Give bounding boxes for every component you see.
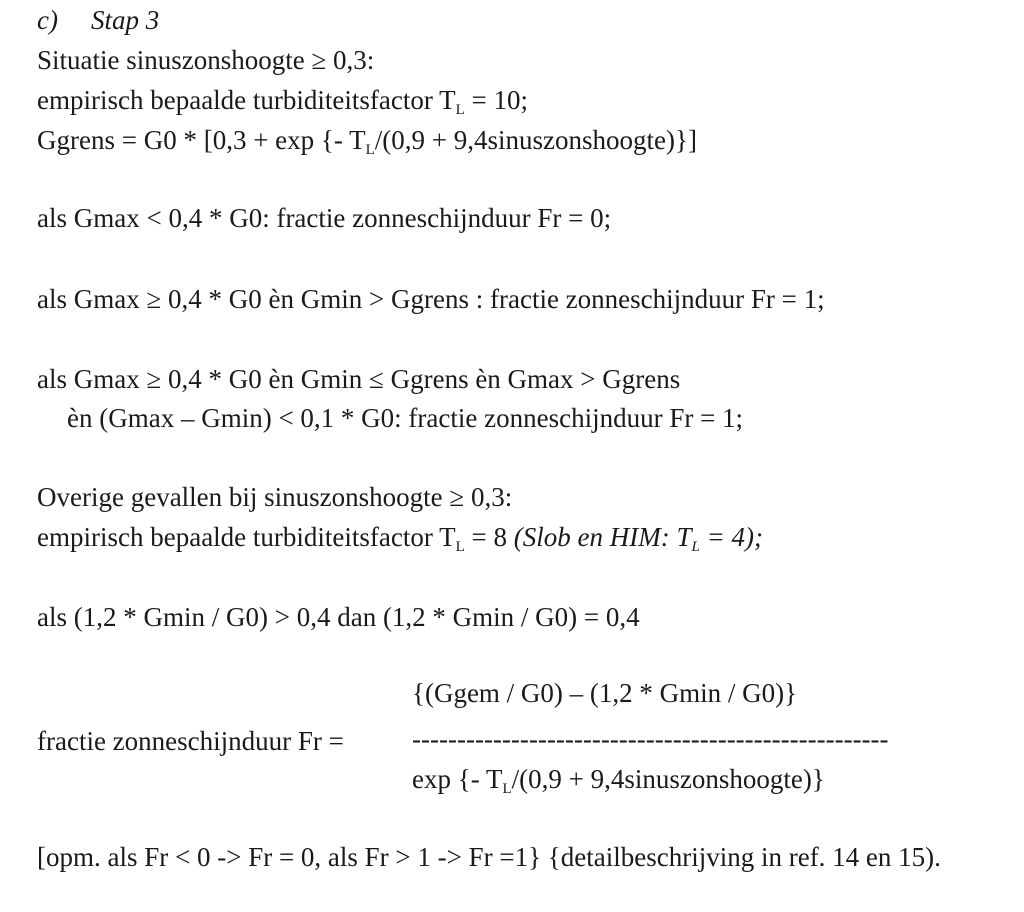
ggrens-subscript: L xyxy=(365,142,375,158)
clamp-rule: als (1,2 * Gmin / G0) > 0,4 dan (1,2 * Gmin / G0) = 0,4 xyxy=(37,602,640,632)
turbidity-line-1 xyxy=(37,84,528,116)
denominator-part-1: exp {- T xyxy=(412,764,503,794)
turbidity-value-2: = 8 xyxy=(464,522,514,552)
turbidity-value: = 10; xyxy=(464,85,529,115)
fraction-bar: ----------------------------------------------------- xyxy=(412,724,889,754)
heading-title: Stap 3 xyxy=(91,5,160,35)
other-cases-line: Overige gevallen bij sinuszonshoogte ≥ 0,3: xyxy=(37,482,513,512)
turbidity-text: empirisch bepaalde turbiditeitsfactor T xyxy=(37,85,456,115)
turbidity-subscript-2: L xyxy=(455,539,465,555)
situation-line: Situatie sinuszonshoogte ≥ 0,3: xyxy=(37,45,375,75)
turbidity-subscript: L xyxy=(455,102,465,118)
heading-number: c) xyxy=(37,5,58,35)
ggrens-part-1: Ggrens = G0 * [0,3 + exp {- T xyxy=(37,125,366,155)
fraction-denominator xyxy=(412,763,825,795)
slob-him-note xyxy=(513,522,764,555)
ggrens-formula xyxy=(37,124,697,156)
turbidity-text-2: empirisch bepaalde turbiditeitsfactor T xyxy=(37,522,456,552)
rule-gmax-low: als Gmax < 0,4 * G0: fractie zonneschijnduur Fr = 0; xyxy=(37,203,612,233)
rule-gmax-above-line-2: èn (Gmax – Gmin) < 0,1 * G0: fractie zonneschijnduur Fr = 1; xyxy=(67,403,744,433)
denominator-part-2: /(0,9 + 9,4sinuszonshoogte)} xyxy=(511,764,825,794)
remark-line: [opm. als Fr < 0 -> Fr = 0, als Fr > 1 -> Fr =1} {detailbeschrijving in ref. 14 en 15). xyxy=(37,842,941,872)
turbidity-line-2 xyxy=(37,521,763,553)
section-heading xyxy=(37,4,159,36)
slob-him-text: (Slob en HIM: T xyxy=(513,522,692,552)
denominator-subscript: L xyxy=(502,781,512,797)
rule-gmax-above-line-1: als Gmax ≥ 0,4 * G0 èn Gmin ≤ Ggrens èn Gmax > Ggrens xyxy=(37,364,681,394)
rule-gmin-above: als Gmax ≥ 0,4 * G0 èn Gmin > Ggrens : fractie zonneschijnduur Fr = 1; xyxy=(37,284,825,314)
slob-him-subscript: L xyxy=(691,539,700,555)
fraction-label: fractie zonneschijnduur Fr = xyxy=(37,726,344,756)
slob-him-value: = 4); xyxy=(699,522,764,552)
fraction-numerator: {(Ggem / G0) – (1,2 * Gmin / G0)} xyxy=(412,678,798,708)
ggrens-part-2: /(0,9 + 9,4sinuszonshoogte)}] xyxy=(374,125,697,155)
